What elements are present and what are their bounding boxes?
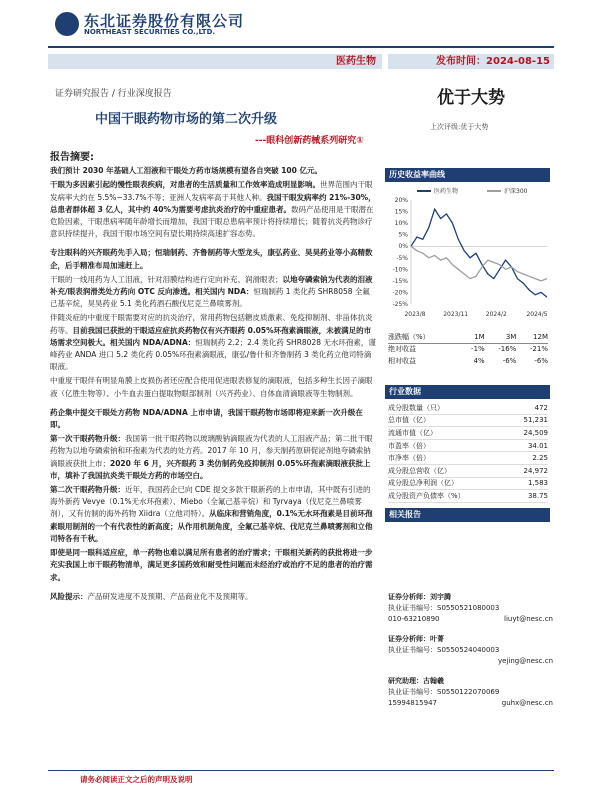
- summary-p9-bold: 从临床和营销角度，0.1%无水环孢素是目前环孢素眼用制剂的一个有代表性的新高度；从作用机制角度，全氟己基辛烷、伐尼克兰鼻喷雾剂和立他司特各有千秋。: [50, 509, 373, 543]
- y-tick-label: -10%: [392, 266, 408, 274]
- sector-band: [48, 54, 382, 69]
- x-tick-label: 2023/11: [443, 311, 469, 318]
- y-tick-label: -25%: [392, 301, 408, 308]
- ind-value: 24,509: [509, 427, 548, 440]
- rating-value: 优于大势: [437, 88, 505, 108]
- y-tick-label: -15%: [392, 277, 408, 285]
- analyst-phone: 010-63210890: [388, 615, 440, 623]
- ind-value: 2.25: [509, 452, 548, 465]
- report-subtitle: ---眼科创新药械系列研究①: [255, 136, 364, 146]
- summary-p2-bold: 干眼为多因素引起的慢性眼表疾病，对患者的生活质量和工作效率造成明显影响。: [50, 180, 320, 190]
- perf-cell: -16%: [498, 345, 517, 353]
- footer-divider: [48, 770, 554, 771]
- summary-p1: 我们预计 2030 年基础人工泪液和干眼处方药市场规模有望各自突破 100 亿元。: [50, 166, 322, 176]
- y-tick-label: -5%: [396, 254, 408, 262]
- table-row: [388, 343, 548, 355]
- perf-cell: 相对收益: [388, 357, 416, 365]
- summary-heading: 报告摘要:: [50, 152, 94, 163]
- series-line-0: [411, 209, 547, 297]
- table-row: [388, 427, 548, 440]
- analyst-block-2: [388, 634, 553, 667]
- summary-p4-bold: 以地夸磷索钠为代表的泪液补充/眼表润滑类处方药向 OTC 反向渗透。: [50, 274, 373, 297]
- perf-cell: -21%: [529, 345, 548, 353]
- analyst-block-3: [388, 676, 553, 709]
- analyst-role: 证券分析师：刘宇腾: [388, 593, 451, 601]
- table-row: [388, 402, 548, 414]
- summary-p4: 干眼的一线用药为人工泪液，针对泪膜结构进行定向补充、润滑眼表；: [50, 274, 283, 284]
- perf-cell: -6%: [502, 357, 517, 365]
- summary-p5-b: 恒瑞制药 2.2；2.4 类化药 SHR8028 无水环孢素，谨峰药业 ANDA 进口 5.2 类化药 0.05%环孢素滴眼液，康弘/鲁什和齐鲁制药 3 类化药立他司特滴眼液。: [50, 337, 376, 372]
- analyst-email[interactable]: guhx@nesc.cn: [501, 699, 553, 707]
- perf-header-cell: 12M: [533, 333, 548, 341]
- summary-p10: 即使是同一眼科适应症，单一药物也难以满足所有患者的治疗需求；干眼相关新药的获批将进一步充实我国上市干眼药物清单，满足更多国药效和耐受性问题而未经治疗或治疗不足的患者的治疗需求。: [50, 548, 373, 582]
- perf-header-cell: 3M: [505, 333, 517, 341]
- summary-p2-c: 数码产品使用是干眼潜在危险因素，干眼患病率随年龄增长而增加，我国干眼总患病率预计将持续增长；随着抗炎药物诊疗意识持续提升，我国干眼市场空间有望长期持续高速扩容态势。: [50, 204, 374, 239]
- ind-label: 市净率（倍）: [388, 452, 509, 465]
- table-row: [388, 414, 548, 427]
- legend-label: 沪深300: [504, 188, 528, 195]
- analyst-role: 研究助理：古翰羲: [388, 677, 444, 685]
- y-tick-label: -20%: [392, 289, 408, 297]
- ind-value: 472: [509, 402, 548, 414]
- industry-table: [388, 402, 548, 503]
- legend-label: 医药生物: [434, 188, 459, 195]
- ind-label: 成分股资产负债率（%）: [388, 490, 509, 503]
- y-tick-label: 10%: [394, 220, 408, 228]
- perf-header-cell: 1M: [474, 333, 485, 341]
- footer-disclaimer: 请务必阅读正文之后的声明及说明: [80, 775, 193, 784]
- risk-text: 产品研发进度不及预期、产品商业化不及预期等。: [87, 591, 253, 601]
- ind-value: 1,583: [509, 477, 548, 490]
- perf-cell: -6%: [534, 357, 548, 365]
- summary-p8-label: 第一次干眼药物升级：: [50, 434, 125, 444]
- summary-p8-bold: 2020 年 6 月，兴齐眼药 3 类仿制药免疫抑制剂 0.05%环孢素滴眼液获批上市，填补了我国抗炎类干眼处方药的市场空白。: [50, 458, 371, 480]
- analyst-email[interactable]: yejing@nesc.cn: [498, 657, 553, 665]
- summary-p9: 近年，我国药企已向 CDE 提交多款干眼新药的上市申请，其中既有引进的海外新药 Vevye（0.1%无水环孢素）、Miebo（全氟己基辛烷）和 Tyrvaya（伐尼克兰鼻喷雾剂），又有仿制的海外药物 Xiidra（立他司特）。: [50, 485, 371, 519]
- ind-label: 成分股总营收（亿）: [388, 464, 509, 477]
- perf-cell: 绝对收益: [388, 345, 416, 353]
- analyst-block-1: [388, 592, 553, 625]
- ind-label: 总市值（亿）: [388, 414, 509, 427]
- breadcrumb: 证券研究报告 / 行业深度报告: [55, 89, 172, 99]
- table-row: [388, 355, 548, 367]
- table-row: [388, 439, 548, 452]
- previous-rating: 上次评级:优于大势: [430, 123, 489, 131]
- return-chart: [385, 184, 553, 320]
- ind-label: 成分股数量（只）: [388, 402, 509, 414]
- analyst-cert: 执业证书编号：S0550122070069: [388, 688, 500, 696]
- ind-label: 流通市值（亿）: [388, 427, 509, 440]
- y-tick-label: 20%: [394, 197, 408, 204]
- perf-cell: 4%: [473, 357, 485, 365]
- analyst-phone: 15994815947: [388, 699, 437, 707]
- summary-p4-b1: 相关国内 NDA：: [194, 287, 254, 297]
- perf-cell: -1%: [471, 345, 485, 353]
- table-row: [388, 477, 548, 490]
- analyst-email[interactable]: liuyt@nesc.cn: [504, 615, 553, 623]
- table-row: [388, 464, 548, 477]
- table-row: [388, 490, 548, 503]
- summary-p5-bold: 目前我国已获批的干眼适应症抗炎药物仅有兴齐眼药 0.05%环孢素滴眼液，未被满足的市场需求空间极大。相关国内 NDA/ADNA：: [50, 325, 372, 347]
- report-title: 中国干眼药物市场的第二次升级: [95, 112, 278, 127]
- ind-label: 成分股总净利润（亿）: [388, 477, 509, 490]
- ind-value: 24,972: [509, 464, 548, 477]
- sector-label: 医药生物: [336, 56, 376, 67]
- y-tick-label: 15%: [394, 208, 408, 216]
- x-tick-label: 2024/5: [526, 311, 548, 318]
- summary-p4-b2: 恒瑞制药 1 类化药 SHR8058 全氟己基辛烷，昊昊药业 5.1 类化药酒石酸伐尼克兰鼻喷雾剂。: [50, 287, 370, 309]
- summary-p9-label: 第二次干眼药物升级：: [50, 485, 125, 495]
- perf-header-cell: 涨跌幅（%）: [388, 333, 430, 341]
- summary-p2-a: 世界范围内干眼发病率大约在 5.5%~33.7%不等；亚洲人发病率高于其他人种。: [50, 180, 373, 202]
- performance-table: [388, 331, 548, 367]
- ind-value: 34.01: [509, 439, 548, 452]
- publish-band: [388, 54, 554, 69]
- summary-p2-b: 我国干眼发病率约 21%-30%，总患者群体超 3 亿人，其中约 40%为需要考虑抗炎治疗的中重症患者。: [50, 192, 376, 214]
- chart-section-title: 历史收益率曲线: [385, 168, 550, 182]
- company-name-en: NORTHEAST SECURITIES CO.,LTD.: [84, 28, 216, 36]
- x-tick-label: 2024/2: [485, 311, 507, 318]
- series-line-1: [411, 246, 547, 281]
- analyst-role: 证券分析师：叶菁: [388, 635, 444, 643]
- company-logo-icon: [55, 12, 79, 36]
- ind-label: 市盈率（倍）: [388, 439, 509, 452]
- summary-column: [50, 152, 377, 605]
- summary-p5-a: 伴随炎症的中重度干眼需要对应的抗炎治疗，常用药物包括糖皮质激素、免疫抑制剂、非甾体抗炎药等。: [50, 313, 373, 335]
- header-divider: [48, 46, 554, 48]
- y-tick-label: 5%: [398, 231, 408, 239]
- summary-p7: 药企集中提交干眼处方药物 NDA/ADNA 上市申请，我国干眼药物市场即将迎来新一次升级在即。: [50, 407, 363, 430]
- ind-value: 38.75: [509, 490, 548, 503]
- industry-section-title: 行业数据: [385, 385, 550, 399]
- risk-label: 风险提示：: [50, 591, 88, 601]
- table-row: [388, 452, 548, 465]
- y-tick-label: 0%: [398, 243, 408, 251]
- perf-divider: [388, 343, 548, 344]
- analyst-cert: 执业证书编号：S0550521080003: [388, 604, 500, 612]
- table-row: [388, 331, 548, 343]
- summary-p3: 专注眼科的兴齐眼药先手入局；恒瑞制药、齐鲁制药等大型龙头，康弘药业、昊昊药业等小高精数企，后手精准布局加速赶上。: [50, 248, 373, 270]
- summary-p8: 我国第一批干眼药物以玻璃酸钠滴眼液为代表的人工泪液产品；第二批干眼药物为以地夸磷索钠和环孢素为代表的处方药。2017 年 10 月，参天制药原研促泌剂地夸磷索钠滴眼液获批上市；: [50, 434, 373, 468]
- x-tick-label: 2023/8: [404, 311, 426, 318]
- ind-value: 51,231: [509, 414, 548, 427]
- publish-date: 发布时间：2024-08-15: [436, 56, 550, 67]
- summary-p6: 中重度干眼伴有明显角膜上皮损伤者还应配合使用促进眼表修复的滴眼液，包括多种生长因子滴眼液（亿胜生物等）、小牛血去蛋白提取物眼部制剂（兴齐药业）、自体血清滴眼液等生物制剂。: [50, 376, 373, 398]
- analyst-cert: 执业证书编号：S0550524040003: [388, 646, 500, 654]
- company-name-cn: 东北证券股份有限公司: [84, 12, 245, 30]
- related-section-title: 相关报告: [385, 508, 550, 522]
